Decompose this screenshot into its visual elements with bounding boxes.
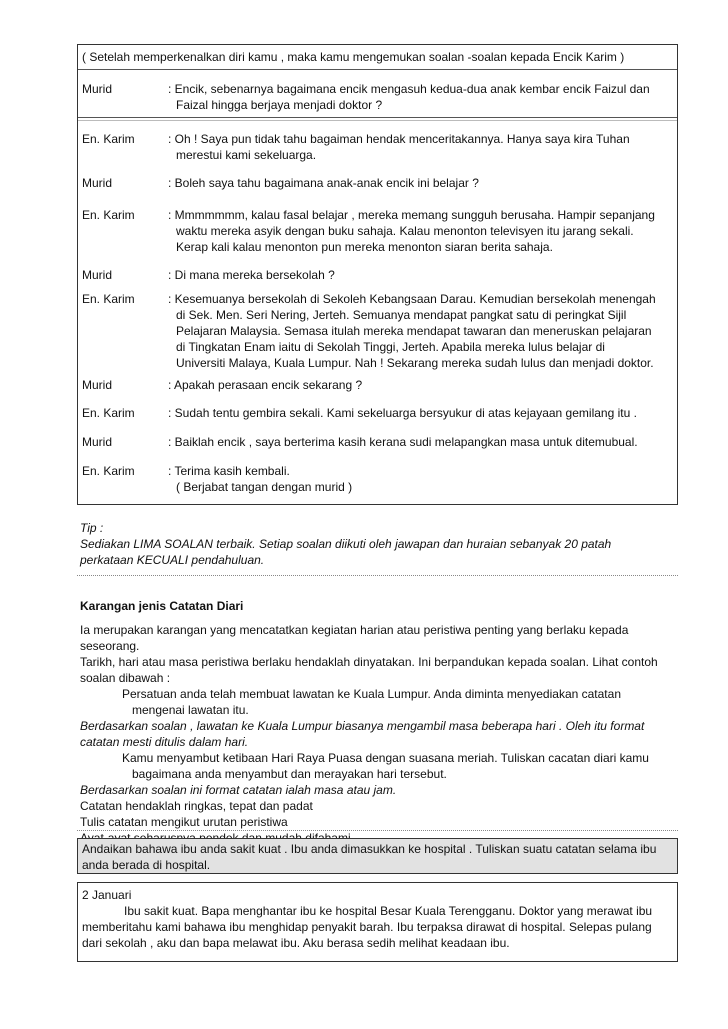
utterance — [168, 377, 671, 393]
utterance — [168, 81, 671, 113]
utterance-line: : Di mana mereka bersekolah ? — [168, 268, 335, 282]
diary-section — [80, 598, 680, 614]
note-line: catatan mesti ditulis dalam hari. — [80, 735, 249, 749]
divider — [78, 69, 677, 70]
note-line: Berdasarkan soalan ini format catatan ialah masa atau jam. — [80, 783, 397, 797]
task-line: Andaikan bahawa ibu anda sakit kuat . Ibu anda dimasukkan ke hospital . Tuliskan suatu catatan selama ibu — [82, 842, 657, 856]
utterance-line: : Mmmmmmm, kalau fasal belajar , mereka memang sungguh berusaha. Hampir sepanjang — [168, 208, 655, 222]
speaker-label: En. Karim — [82, 464, 135, 478]
speaker-label: En. Karim — [82, 406, 135, 420]
task-box — [77, 838, 678, 874]
utterance-line: : Oh ! Saya pun tidak tahu bagaiman hendak menceritakannya. Hanya saya kira Tuhan — [168, 132, 630, 146]
divider — [77, 575, 678, 576]
utterance-line: Pelajaran Malaysia. Semasa itulah mereka mendapat tawaran dan meneruskan pelajaran — [176, 324, 652, 338]
example-line: bagaimana anda menyambut dan merayakan hari tersebut. — [132, 767, 447, 781]
speaker-label: Murid — [82, 268, 113, 282]
tip-line: perkataan KECUALI pendahuluan. — [80, 553, 265, 567]
utterance — [168, 267, 671, 283]
speaker-label: En. Karim — [82, 292, 135, 306]
diary-line: dari sekolah , aku dan bapa melawat ibu. Aku berasa sedih melihat keadaan ibu. — [82, 936, 510, 950]
utterance-line: : Apakah perasaan encik sekarang ? — [168, 378, 363, 392]
speaker-label: En. Karim — [82, 208, 135, 222]
rule-line: Catatan hendaklah ringkas, tepat dan padat — [80, 799, 313, 813]
paragraph-line: Ia merupakan karangan yang mencatatkan kegiatan harian atau peristiwa penting yang berlaku kepada — [80, 623, 629, 637]
speaker-label: Murid — [82, 82, 113, 96]
utterance-line: : Sudah tentu gembira sekali. Kami sekeluarga bersyukur di atas kejayaan gemilang itu . — [168, 406, 637, 420]
rule-line: Tulis catatan mengikut urutan peristiwa — [80, 815, 288, 829]
utterance-line: : Baiklah encik , saya berterima kasih kerana sudi melapangkan masa untuk ditemubual. — [168, 435, 638, 449]
tip-line: Sediakan LIMA SOALAN terbaik. Setiap soalan diikuti oleh jawapan dan huraian sebanyak 20 patah — [80, 537, 612, 551]
utterance — [168, 463, 671, 495]
utterance-line: Kerap kali kalau menonton pun mereka menonton siaran berita sahaja. — [176, 240, 553, 254]
tip-block — [80, 520, 680, 568]
utterance-line: di Tingkatan Enam iaitu di Sekolah Tinggi, Jerteh. Apabila mereka lulus belajar di — [176, 340, 605, 354]
utterance-line: Universiti Malaya, Kuala Lumpur. Nah ! Sekarang mereka sudah lulus dan menjadi doktor. — [176, 356, 654, 370]
paragraph-line: Tarikh, hari atau masa peristiwa berlaku hendaklah dinyatakan. Ini berpandukan kepada soalan. Lihat contoh — [80, 655, 658, 669]
task-line: anda berada di hospital. — [82, 858, 211, 872]
interview-box — [77, 44, 678, 505]
example-line: Kamu menyambut ketibaan Hari Raya Puasa dengan suasana meriah. Tuliskan cacatan diari kamu — [122, 751, 649, 765]
speaker-label: Murid — [82, 176, 113, 190]
diary-section-body — [80, 622, 680, 846]
utterance — [168, 175, 671, 191]
diary-line: Ibu sakit kuat. Bapa menghantar ibu ke hospital Besar Kuala Terengganu. Doktor yang merawat ibu — [124, 904, 653, 918]
example-line: Persatuan anda telah membuat lawatan ke Kuala Lumpur. Anda diminta menyediakan catatan — [122, 687, 621, 701]
utterance — [168, 207, 671, 255]
utterance-line: Faizal hingga berjaya menjadi doktor ? — [176, 98, 383, 112]
section-heading: Karangan jenis Catatan Diari — [80, 599, 244, 613]
diary-example-box — [77, 882, 678, 962]
utterance — [168, 405, 671, 421]
speaker-label: En. Karim — [82, 132, 135, 146]
tip-label: Tip : — [80, 521, 104, 535]
utterance-line: di Sek. Men. Seri Nering, Jerteh. Semuanya mendapat pangkat satu di peringkat Sijil — [176, 308, 627, 322]
paragraph-line: soalan dibawah : — [80, 671, 171, 685]
utterance-line: : Terima kasih kembali. — [168, 464, 290, 478]
divider — [78, 120, 677, 121]
interview-intro: ( Setelah memperkenalkan diri kamu , maka kamu mengemukan soalan -soalan kepada Encik Karim ) — [82, 50, 625, 64]
speaker-label: Murid — [82, 435, 113, 449]
divider — [78, 117, 677, 118]
utterance-line: waktu mereka asyik dengan buku sahaja. Kalau menonton televisyen itu jarang sekali. — [176, 224, 634, 238]
example-line: mengenai lawatan itu. — [132, 703, 249, 717]
utterance-line: : Kesemuanya bersekolah di Sekoleh Kebangsaan Darau. Kemudian bersekolah menengah — [168, 292, 656, 306]
utterance — [168, 291, 671, 371]
paragraph-line: seseorang. — [80, 639, 140, 653]
diary-line: memberitahu kami bahawa ibu menghidap penyakit barah. Ibu terpaksa dirawat di hospital. Selepas pulang — [82, 920, 652, 934]
utterance — [168, 131, 671, 163]
note-line: Berdasarkan soalan , lawatan ke Kuala Lumpur biasanya mengambil masa beberapa hari . Oleh itu format — [80, 719, 645, 733]
diary-date: 2 Januari — [82, 888, 132, 902]
utterance-line: ( Berjabat tangan dengan murid ) — [176, 480, 353, 494]
utterance — [168, 434, 671, 450]
divider — [77, 830, 678, 831]
utterance-line: : Boleh saya tahu bagaimana anak-anak encik ini belajar ? — [168, 176, 479, 190]
speaker-label: Murid — [82, 378, 113, 392]
utterance-line: merestui kami sekeluarga. — [176, 148, 317, 162]
utterance-line: : Encik, sebenarnya bagaimana encik mengasuh kedua-dua anak kembar encik Faizul dan — [168, 82, 650, 96]
